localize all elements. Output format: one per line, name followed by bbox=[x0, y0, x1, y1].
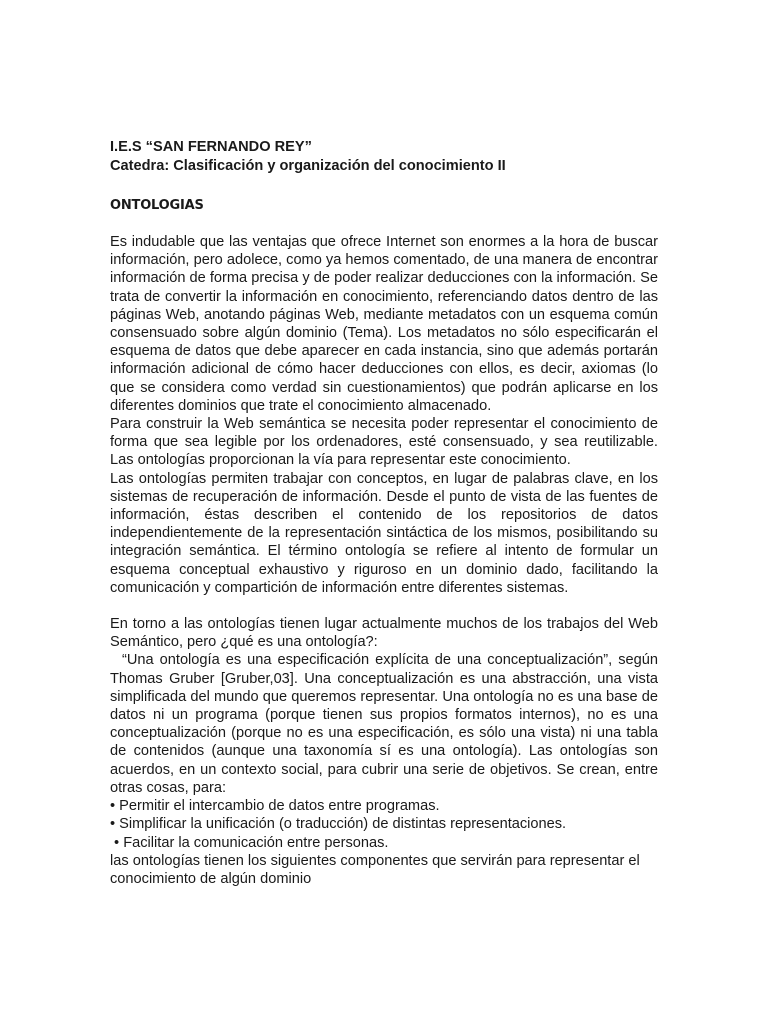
list-item: • Permitir el intercambio de datos entre programas. bbox=[110, 798, 440, 815]
document-page bbox=[110, 138, 663, 888]
paragraph-closing: las ontologías tienen los siguientes componentes que servirán para representar el conocimiento de algún dominio bbox=[110, 852, 640, 887]
list-item: • Facilitar la comunicación entre personas. bbox=[110, 834, 389, 851]
paragraph-gap bbox=[110, 597, 658, 615]
section-title: ONTOLOGIAS bbox=[110, 198, 204, 213]
paragraph-conceptos: Las ontologías permiten trabajar con conceptos, en lugar de palabras clave, en los sistemas de recuperación de información. Desde el punto de vista de las fuentes de información, éstas describen el contenido de los repositorios de datos independientemente de la representación sintáctica de los mismos, posibilitando su integración semántica. El término ontología se refiere al intento de formular un esquema conceptual exhaustivo y riguroso en un dominio dado, facilitando la comunicación y compartición de información entre diferentes sistemas. bbox=[110, 470, 658, 596]
paragraph-intro: Es indudable que las ventajas que ofrece Internet son enormes a la hora de buscar información, pero adolece, como ya hemos comentado, de una manera de encontrar información de forma precisa y de poder realizar deducciones con la información. Se trata de convertir la información en conocimiento, referenciando datos dentro de las páginas Web, anotando páginas Web, mediante metadatos con un esquema común consensuado sobre algún dominio (Tema). Los metadatos no sólo especificarán el esquema de datos que debe aparecer en cada instancia, sino que además portarán información adicional de cómo hacer deducciones con ellos, es decir, axiomas (lo que se considera como verdad sin cuestionamientos) que podrán aplicarse en los diferentes dominios que trate el conocimiento almacenado. bbox=[110, 234, 658, 414]
course-title: Catedra: Clasificación y organización del conocimiento II bbox=[110, 158, 506, 174]
list-item: • Simplificar la unificación (o traducción) de distintas representaciones. bbox=[110, 816, 567, 833]
objectives-list bbox=[110, 797, 658, 852]
paragraph-que-es-ontologia: En torno a las ontologías tienen lugar actualmente muchos de los trabajos del Web Semántico, pero ¿qué es una ontología?: bbox=[110, 616, 658, 651]
paragraph-definicion: “Una ontología es una especificación explícita de una conceptualización”, según Thomas Gruber [Gruber,03]. Una conceptualización es una abstracción, una vista simplificada del mundo que queremos representar. Una ontología no es una base de datos ni un programa (porque tienen sus propios formatos internos), no es una conceptualización (porque no es una especificación, es sólo una vista) ni una tabla de contenidos (aunque una taxonomía sí es una ontología). Las ontologías son acuerdos, en un contexto social, para cubrir una serie de objetivos. Se crean, entre otras cosas, para: bbox=[110, 652, 663, 796]
school-name: I.E.S “SAN FERNANDO REY” bbox=[110, 139, 312, 155]
paragraph-web-semantica: Para construir la Web semántica se necesita poder representar el conocimiento de forma que sea legible por los ordenadores, esté consensuado, y sea reutilizable. Las ontologías proporcionan la vía para representar este conocimiento. bbox=[110, 416, 658, 469]
